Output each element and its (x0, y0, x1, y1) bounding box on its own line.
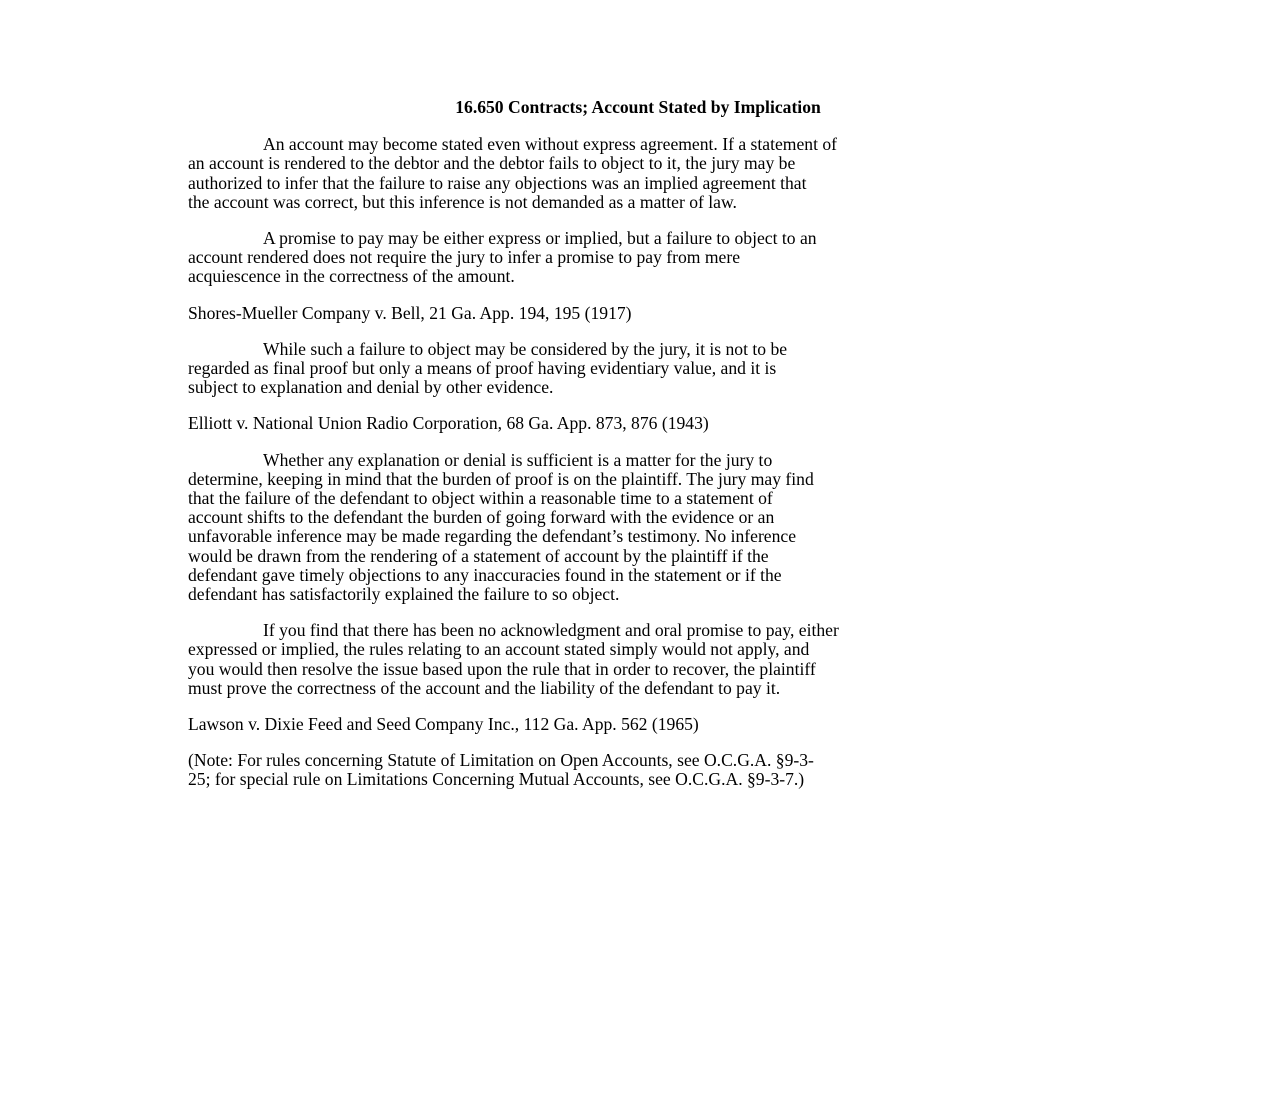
paragraph-line: While such a failure to object may be considered by the jury, it is not to be (263, 338, 788, 359)
paragraph-line: defendant has satisfactorily explained the failure to so object. (188, 584, 620, 605)
note-statute-of-limitation (188, 751, 1088, 789)
document-title: 16.650 Contracts; Account Stated by Implication (455, 97, 821, 117)
paragraph-line: an account is rendered to the debtor and the debtor fails to object to it, the jury may be (188, 153, 796, 174)
paragraph-implied-statement (188, 135, 1088, 212)
paragraph-line: An account may become stated even without express agreement. If a statement of (263, 134, 838, 155)
paragraph-line: account rendered does not require the jury to infer a promise to pay from mere (188, 247, 741, 268)
paragraph-line: regarded as final proof but only a means of proof having evidentiary value, and it is (188, 358, 777, 379)
paragraph-line: subject to explanation and denial by other evidence. (188, 377, 554, 398)
paragraph-line: A promise to pay may be either express or implied, but a failure to object to an (263, 228, 817, 249)
paragraph-line: authorized to infer that the failure to raise any objections was an implied agreement that (188, 172, 807, 193)
paragraph-promise-to-pay (188, 229, 1088, 287)
paragraph-line: If you find that there has been no acknowledgment and oral promise to pay, either (263, 620, 839, 641)
note-line: 25; for special rule on Limitations Concerning Mutual Accounts, see O.C.G.A. §9-3-7.) (188, 769, 805, 790)
document-page (188, 98, 1088, 807)
citation-shores-mueller: Shores-Mueller Company v. Bell, 21 Ga. App. 194, 195 (1917) (188, 302, 632, 323)
paragraph-line: that the failure of the defendant to object within a reasonable time to a statement of (188, 488, 773, 509)
paragraph-line: expressed or implied, the rules relating to an account stated simply would not apply, and (188, 639, 810, 660)
paragraph-line: determine, keeping in mind that the burden of proof is on the plaintiff. The jury may find (188, 468, 814, 489)
citation-lawson: Lawson v. Dixie Feed and Seed Company Inc., 112 Ga. App. 562 (1965) (188, 714, 699, 735)
paragraph-line: Whether any explanation or denial is sufficient is a matter for the jury to (263, 449, 773, 470)
citation-elliott: Elliott v. National Union Radio Corporation, 68 Ga. App. 873, 876 (1943) (188, 413, 709, 434)
paragraph-line: would be drawn from the rendering of a statement of account by the plaintiff if the (188, 545, 769, 566)
paragraph-no-acknowledgment (188, 621, 1088, 698)
paragraph-line: account shifts to the defendant the burden of going forward with the evidence or an (188, 507, 775, 528)
paragraph-line: you would then resolve the issue based upon the rule that in order to recover, the plaintiff (188, 658, 816, 679)
paragraph-failure-to-object (188, 340, 1088, 398)
paragraph-line: acquiescence in the correctness of the amount. (188, 266, 515, 287)
paragraph-line: must prove the correctness of the account and the liability of the defendant to pay it. (188, 677, 781, 698)
paragraph-line: the account was correct, but this inference is not demanded as a matter of law. (188, 191, 737, 212)
paragraph-line: defendant gave timely objections to any inaccuracies found in the statement or if the (188, 564, 782, 585)
paragraph-line: unfavorable inference may be made regarding the defendant’s testimony. No inference (188, 526, 797, 547)
note-line: (Note: For rules concerning Statute of Limitation on Open Accounts, see O.C.G.A. §9-3- (188, 750, 814, 771)
paragraph-burden-of-proof (188, 451, 1088, 605)
